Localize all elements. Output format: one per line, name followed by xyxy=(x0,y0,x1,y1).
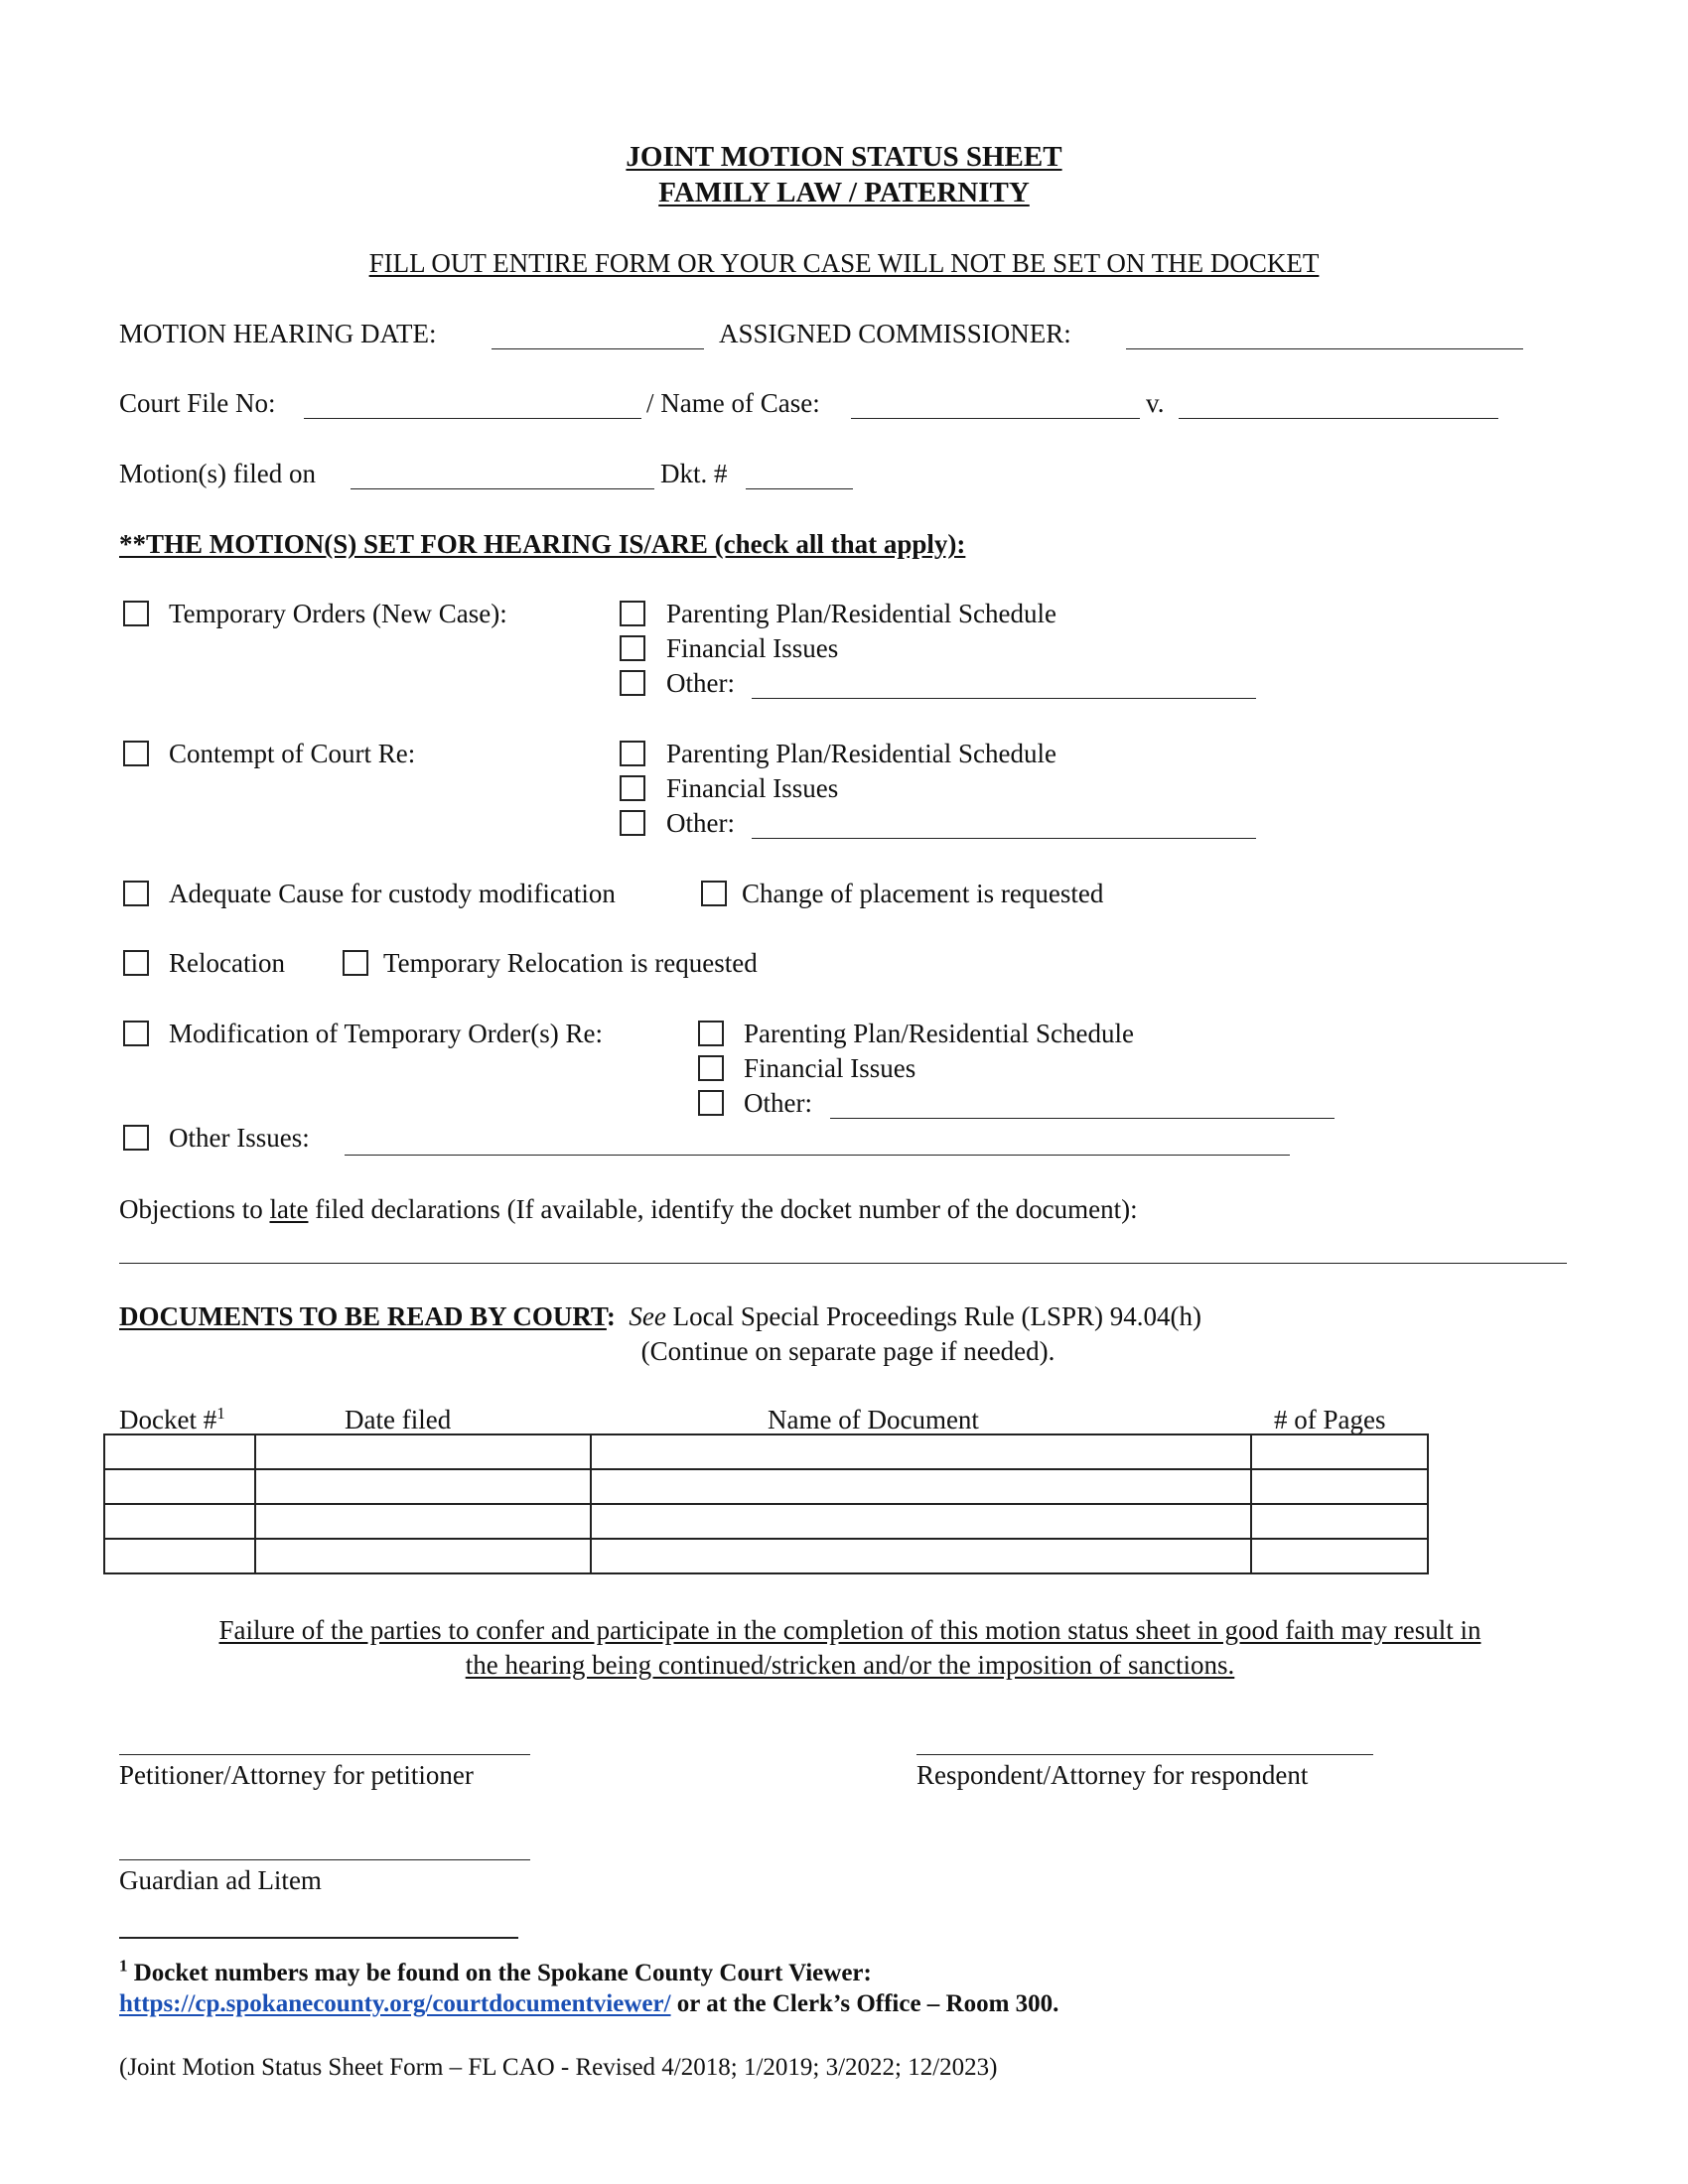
docket-cell[interactable] xyxy=(104,1539,255,1573)
temp-other-checkbox[interactable] xyxy=(620,670,645,696)
petitioner-label: Petitioner/Attorney for petitioner xyxy=(119,1760,474,1790)
temp-parenting-label: Parenting Plan/Residential Schedule xyxy=(666,599,1056,628)
temp-parenting-checkbox[interactable] xyxy=(620,601,645,626)
contempt-financial-label: Financial Issues xyxy=(666,773,839,803)
mod-parenting-checkbox[interactable] xyxy=(698,1021,724,1046)
mod-parenting-label: Parenting Plan/Residential Schedule xyxy=(744,1019,1134,1048)
filed-on-field[interactable] xyxy=(351,488,654,489)
hearing-date-label: MOTION HEARING DATE: xyxy=(119,319,437,348)
mod-financial-checkbox[interactable] xyxy=(698,1055,724,1081)
adequate-cause-label: Adequate Cause for custody modification xyxy=(169,879,616,908)
other-issues-label: Other Issues: xyxy=(169,1123,310,1153)
col-docket-header: Docket #$^1$ xyxy=(119,1404,225,1434)
case-name-petitioner-field[interactable] xyxy=(851,418,1140,419)
date-cell[interactable] xyxy=(255,1469,591,1504)
case-name-label: / Name of Case: xyxy=(646,388,820,418)
contempt-parenting-label: Parenting Plan/Residential Schedule xyxy=(666,739,1056,768)
contempt-checkbox[interactable] xyxy=(123,741,149,766)
contempt-parenting-checkbox[interactable] xyxy=(620,741,645,766)
objections-field[interactable] xyxy=(119,1263,1567,1264)
respondent-signature-line[interactable] xyxy=(916,1754,1373,1755)
court-file-field[interactable] xyxy=(304,418,641,419)
contempt-other-field[interactable] xyxy=(752,838,1256,839)
document-name-cell[interactable] xyxy=(591,1504,1251,1539)
temporary-relocation-label: Temporary Relocation is requested xyxy=(383,948,758,978)
gal-label: Guardian ad Litem xyxy=(119,1865,322,1895)
form-title: JOINT MOTION STATUS SHEET xyxy=(626,141,1062,173)
table-row xyxy=(104,1434,1428,1469)
mod-other-label: Other: xyxy=(744,1088,812,1118)
dkt-field[interactable] xyxy=(746,488,853,489)
documents-heading: DOCUMENTS TO BE READ BY COURT: See Local Special Proceedings Rule (LSPR) 94.04(h) xyxy=(119,1301,1202,1331)
modification-checkbox[interactable] xyxy=(123,1021,149,1046)
motions-heading: **THE MOTION(S) SET FOR HEARING IS/ARE (check all that apply): xyxy=(119,529,966,559)
contempt-label: Contempt of Court Re: xyxy=(169,739,416,768)
change-placement-label: Change of placement is requested xyxy=(742,879,1104,908)
filed-on-label: Motion(s) filed on xyxy=(119,459,316,488)
modification-label: Modification of Temporary Order(s) Re: xyxy=(169,1019,603,1048)
footnote-divider xyxy=(119,1937,518,1939)
mod-financial-label: Financial Issues xyxy=(744,1053,916,1083)
col-date-header: Date filed xyxy=(345,1405,452,1434)
other-issues-checkbox[interactable] xyxy=(123,1125,149,1151)
mod-other-field[interactable] xyxy=(830,1118,1335,1119)
commissioner-label: ASSIGNED COMMISSIONER: xyxy=(719,319,1071,348)
document-name-cell[interactable] xyxy=(591,1539,1251,1573)
table-row xyxy=(104,1469,1428,1504)
table-row xyxy=(104,1539,1428,1573)
other-issues-field[interactable] xyxy=(345,1155,1290,1156)
date-cell[interactable] xyxy=(255,1434,591,1469)
docket-cell[interactable] xyxy=(104,1434,255,1469)
warning-line-1: Failure of the parties to confer and participate in the completion of this motion status sheet in good faith may result in xyxy=(218,1615,1481,1645)
form-id: (Joint Motion Status Sheet Form – FL CAO - Revised 4/2018; 1/2019; 3/2022; 12/2023) xyxy=(119,2054,998,2081)
case-name-respondent-field[interactable] xyxy=(1179,418,1498,419)
fill-instruction: FILL OUT ENTIRE FORM OR YOUR CASE WILL NOT BE SET ON THE DOCKET xyxy=(368,248,1320,278)
temp-financial-label: Financial Issues xyxy=(666,633,839,663)
date-cell[interactable] xyxy=(255,1539,591,1573)
contempt-other-checkbox[interactable] xyxy=(620,810,645,836)
court-file-label: Court File No: xyxy=(119,388,276,418)
form-subtitle: FAMILY LAW / PATERNITY xyxy=(658,177,1030,208)
pages-cell[interactable] xyxy=(1251,1539,1428,1573)
respondent-label: Respondent/Attorney for respondent xyxy=(916,1760,1309,1790)
versus-label: v. xyxy=(1146,388,1165,418)
commissioner-field[interactable] xyxy=(1126,348,1523,349)
gal-signature-line[interactable] xyxy=(119,1859,530,1860)
document-name-cell[interactable] xyxy=(591,1434,1251,1469)
adequate-cause-checkbox[interactable] xyxy=(123,881,149,906)
docket-cell[interactable] xyxy=(104,1469,255,1504)
document-name-cell[interactable] xyxy=(591,1469,1251,1504)
petitioner-signature-line[interactable] xyxy=(119,1754,530,1755)
court-viewer-link[interactable]: https://cp.spokanecounty.org/courtdocumentviewer/ xyxy=(119,1990,671,2017)
col-pages-header: # of Pages xyxy=(1274,1405,1386,1434)
footnote-text: $^1$ Docket numbers may be found on the Spokane County Court Viewer: xyxy=(119,1956,872,1986)
pages-cell[interactable] xyxy=(1251,1434,1428,1469)
temporary-orders-checkbox[interactable] xyxy=(123,601,149,626)
pages-cell[interactable] xyxy=(1251,1469,1428,1504)
temp-other-field[interactable] xyxy=(752,698,1256,699)
relocation-label: Relocation xyxy=(169,948,285,978)
relocation-checkbox[interactable] xyxy=(123,950,149,976)
change-placement-checkbox[interactable] xyxy=(701,881,727,906)
continue-note: (Continue on separate page if needed). xyxy=(640,1336,1055,1366)
contempt-financial-checkbox[interactable] xyxy=(620,775,645,801)
docket-cell[interactable] xyxy=(104,1504,255,1539)
dkt-label: Dkt. # xyxy=(660,459,728,488)
documents-table xyxy=(103,1433,1429,1574)
pages-cell[interactable] xyxy=(1251,1504,1428,1539)
temp-financial-checkbox[interactable] xyxy=(620,635,645,661)
date-cell[interactable] xyxy=(255,1504,591,1539)
hearing-date-field[interactable] xyxy=(492,348,704,349)
warning-line-2: the hearing being continued/stricken and/or the imposition of sanctions. xyxy=(465,1650,1235,1680)
table-row xyxy=(104,1504,1428,1539)
temporary-orders-label: Temporary Orders (New Case): xyxy=(169,599,507,628)
col-name-header: Name of Document xyxy=(768,1405,979,1434)
temporary-relocation-checkbox[interactable] xyxy=(343,950,368,976)
objections-label: Objections to late filed declarations (If available, identify the docket number of the document): xyxy=(119,1194,1138,1224)
footnote-link-line: https://cp.spokanecounty.org/courtdocumentviewer/ or at the Clerk’s Office – Room 300. xyxy=(119,1990,1059,2017)
contempt-other-label: Other: xyxy=(666,808,735,838)
temp-other-label: Other: xyxy=(666,668,735,698)
mod-other-checkbox[interactable] xyxy=(698,1090,724,1116)
